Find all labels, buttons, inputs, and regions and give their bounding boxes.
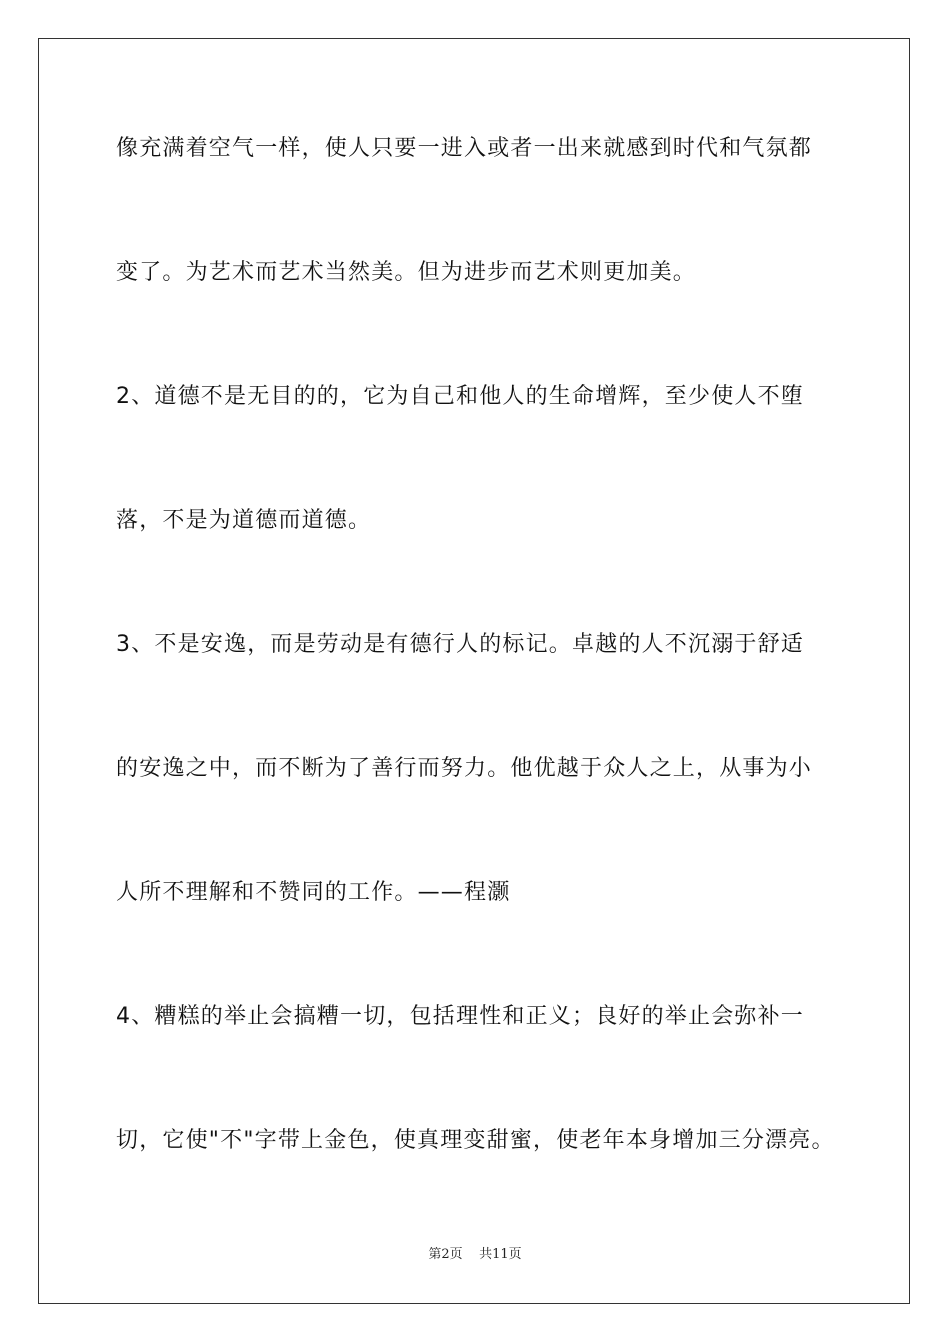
page-footer xyxy=(0,1246,950,1264)
body-text-line: 落，不是为道德而道德。 xyxy=(116,508,372,533)
body-text-line: 人所不理解和不赞同的工作。——程灏 xyxy=(116,880,511,905)
body-text-line: 像充满着空气一样，使人只要一进入或者一出来就感到时代和气氛都 xyxy=(116,136,813,161)
page-number: 第2页 xyxy=(428,1247,463,1262)
body-text-line: 变了。为艺术而艺术当然美。但为进步而艺术则更加美。 xyxy=(116,260,697,285)
page-total: 共11页 xyxy=(479,1247,522,1262)
body-text-line: 切，它使"不"字带上金色，使真理变甜蜜，使老年本身增加三分漂亮。 xyxy=(116,1128,835,1153)
body-text-line: 4、糟糕的举止会搞糟一切，包括理性和正义；良好的举止会弥补一 xyxy=(116,1004,804,1029)
body-text-line: 3、不是安逸，而是劳动是有德行人的标记。卓越的人不沉溺于舒适 xyxy=(116,632,804,657)
body-text-line: 的安逸之中，而不断为了善行而努力。他优越于众人之上，从事为小 xyxy=(116,756,813,781)
body-text-line: 2、道德不是无目的的，它为自己和他人的生命增辉，至少使人不堕 xyxy=(116,384,804,409)
page-border xyxy=(38,38,910,1304)
